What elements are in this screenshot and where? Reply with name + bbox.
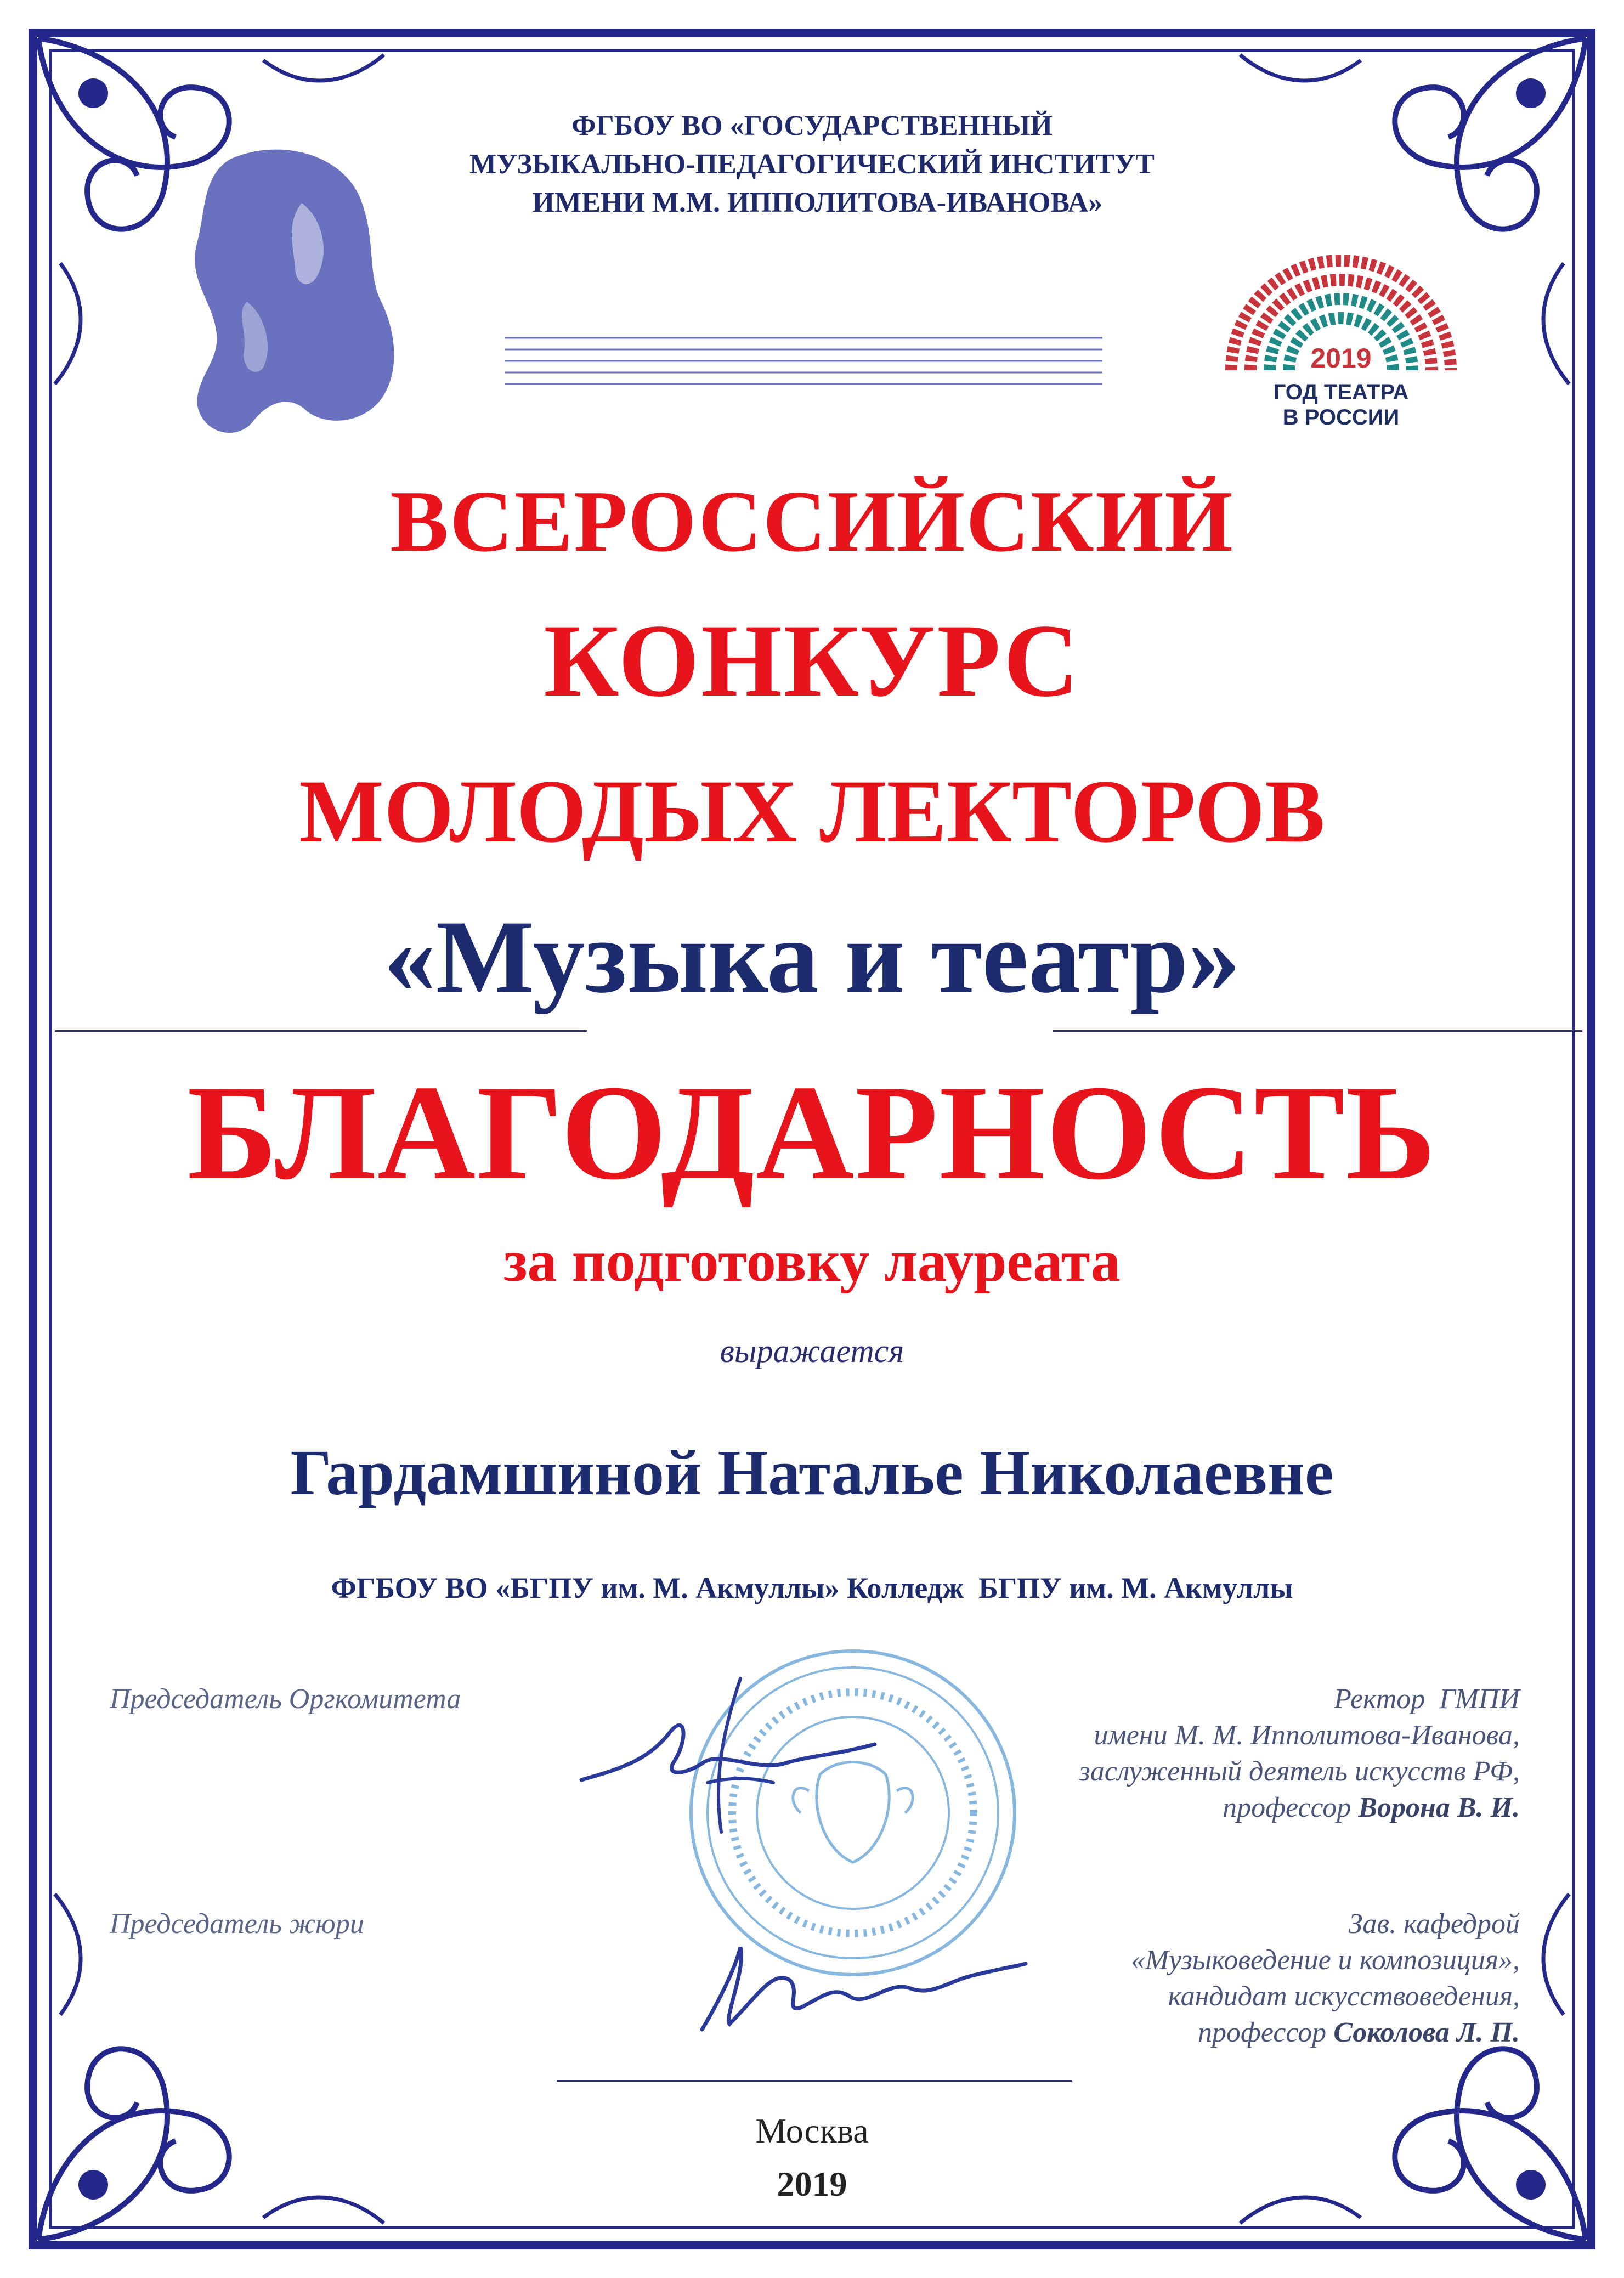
contest-name: «Музыка и театр»	[383, 900, 1241, 1015]
theatre-seats-arc-icon	[1209, 217, 1473, 381]
jury-chair-label: Председатель жюри	[110, 1908, 364, 1940]
department-head-line-4: профессор Соколова Л. П.	[1198, 2017, 1520, 2048]
divider-right	[1053, 1030, 1582, 1032]
award-title: БЛАГОДАРНОСТЬ	[187, 1057, 1437, 1208]
rector-line-4: профессор Ворона В. И.	[1223, 1792, 1520, 1823]
music-staff-lines	[505, 336, 1102, 387]
rector-line-2: имени М. М. Ипполитова-Иванова,	[1094, 1720, 1520, 1751]
rector-name: Ворона В. И.	[1358, 1792, 1520, 1823]
footer-divider	[557, 2080, 1072, 2082]
theatre-logo-line-1: ГОД ТЕАТРА	[1273, 380, 1409, 404]
rector-block	[1079, 1681, 1520, 1826]
theatre-logo-year: 2019	[1310, 343, 1372, 374]
institution-line-3: ИМЕНИ М.М. ИППОЛИТОВА-ИВАНОВА»	[532, 187, 1103, 218]
expressed-label: выражается	[720, 1333, 904, 1369]
organizing-committee-chair-label: Председатель Оргкомитета	[110, 1683, 461, 1715]
theatre-logo-line-2: В РОССИИ	[1282, 405, 1400, 429]
department-head-block	[1131, 1906, 1520, 2051]
rector-line-1: Ректор ГМПИ	[1334, 1683, 1520, 1715]
institution-line-2: МУЗЫКАЛЬНО-ПЕДАГОГИЧЕСКИЙ ИНСТИТУТ	[469, 149, 1155, 180]
divider-left	[55, 1030, 587, 1032]
recipient-organization: ФГБОУ ВО «БГПУ им. М. Акмуллы» Колледж БГПУ им. М. Акмуллы	[331, 1572, 1293, 1604]
footer-year: 2019	[777, 2164, 847, 2203]
department-head-line-2: «Музыковедение и композиция»,	[1130, 1945, 1520, 1976]
jury-chair-signature	[691, 1936, 1031, 2040]
institution-header	[0, 107, 1624, 222]
footer-city: Москва	[755, 2111, 869, 2150]
award-reason: за подготовку лауреата	[503, 1229, 1121, 1294]
rector-line-3: заслуженный деятель искусств РФ,	[1079, 1756, 1520, 1787]
department-head-line-3: кандидат искусствоведения,	[1168, 1981, 1520, 2012]
title-line-3: МОЛОДЫХ ЛЕКТОРОВ	[299, 762, 1325, 861]
department-head-name: Соколова Л. П.	[1333, 2017, 1520, 2048]
title-line-1: ВСЕРОССИЙСКИЙ	[390, 472, 1234, 570]
recipient-name: Гардамшиной Наталье Николаевне	[290, 1437, 1334, 1508]
institution-line-1: ФГБОУ ВО «ГОСУДАРСТВЕННЫЙ	[571, 110, 1053, 142]
rector-signature	[576, 1667, 883, 1838]
title-line-2: КОНКУРС	[544, 603, 1080, 719]
year-of-theatre-logo	[1209, 217, 1473, 458]
department-head-line-1: Зав. кафедрой	[1348, 1908, 1520, 1940]
